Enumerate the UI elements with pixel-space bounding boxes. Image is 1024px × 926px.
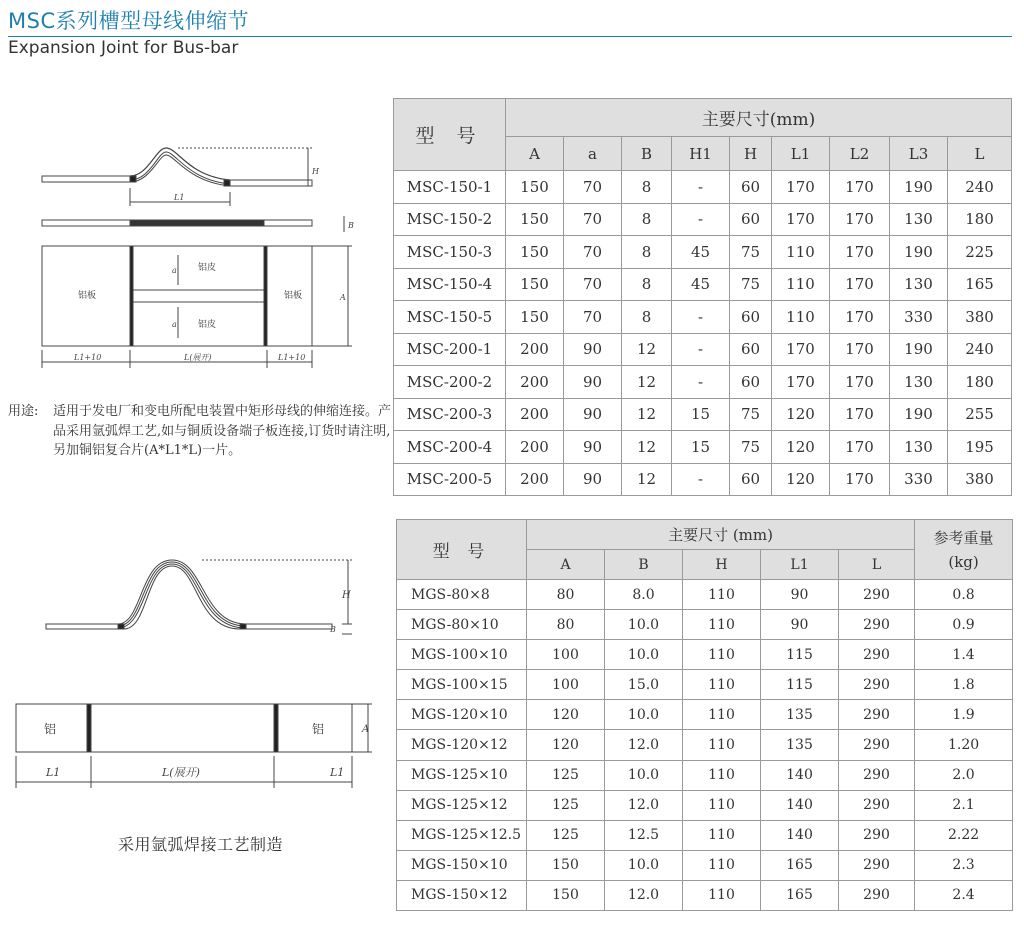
model-cell: MSC-150-1 xyxy=(394,171,506,204)
value-cell: 70 xyxy=(564,236,622,269)
table-row xyxy=(397,670,1013,700)
page-title: MSC系列槽型母线伸缩节 xyxy=(8,9,250,33)
value-cell: 170 xyxy=(830,301,890,334)
dim-bottom-left: L1+10 xyxy=(74,353,102,362)
column-header: H xyxy=(730,137,772,171)
value-cell: 60 xyxy=(730,203,772,236)
msc-spec-table xyxy=(393,98,1012,496)
value-cell: 150 xyxy=(506,301,564,334)
value-cell: 170 xyxy=(830,171,890,204)
value-cell: 8.0 xyxy=(605,580,683,610)
dim-a-label-top: a xyxy=(172,266,177,275)
column-header: H xyxy=(683,550,761,580)
value-cell: 70 xyxy=(564,268,622,301)
value-cell: 290 xyxy=(839,670,915,700)
value-cell: 2.4 xyxy=(915,880,1013,910)
value-cell: 75 xyxy=(730,268,772,301)
value-cell: 290 xyxy=(839,790,915,820)
value-cell: 10.0 xyxy=(605,640,683,670)
value-cell: 200 xyxy=(506,333,564,366)
value-cell: 12.0 xyxy=(605,730,683,760)
table-row xyxy=(397,730,1013,760)
value-cell: 120 xyxy=(772,463,830,496)
value-cell: 115 xyxy=(761,670,839,700)
value-cell: 120 xyxy=(772,398,830,431)
dim2-a-label: A xyxy=(362,724,370,735)
model-cell: MGS-150×12 xyxy=(397,880,527,910)
value-cell: 240 xyxy=(948,171,1012,204)
value-cell: 10.0 xyxy=(605,610,683,640)
model-cell: MGS-125×10 xyxy=(397,760,527,790)
value-cell: 170 xyxy=(830,268,890,301)
value-cell: 1.8 xyxy=(915,670,1013,700)
mgs-caption: 采用氩弧焊接工艺制造 xyxy=(118,835,284,854)
value-cell: 60 xyxy=(730,366,772,399)
value-cell: 70 xyxy=(564,203,622,236)
value-cell: 45 xyxy=(672,236,730,269)
dim-a-label-bottom: a xyxy=(172,320,177,329)
dim-bottom-right: L1+10 xyxy=(278,353,306,362)
value-cell: 10.0 xyxy=(605,850,683,880)
value-cell: 330 xyxy=(890,463,948,496)
value-cell: 190 xyxy=(890,171,948,204)
model-cell: MSC-200-5 xyxy=(394,463,506,496)
model-cell: MGS-150×10 xyxy=(397,850,527,880)
dim-h-label: H xyxy=(312,167,319,176)
column-header: L1 xyxy=(761,550,839,580)
mgs-spec-table xyxy=(396,519,1013,911)
value-cell: 60 xyxy=(730,463,772,496)
value-cell: 2.22 xyxy=(915,820,1013,850)
value-cell: 110 xyxy=(772,268,830,301)
value-cell: 75 xyxy=(730,398,772,431)
model-cell: MGS-100×15 xyxy=(397,670,527,700)
value-cell: - xyxy=(672,301,730,334)
value-cell: 130 xyxy=(890,431,948,464)
value-cell: 8 xyxy=(622,171,672,204)
value-cell: 12.0 xyxy=(605,790,683,820)
dim2-h-label: H xyxy=(342,590,351,601)
value-cell: 12 xyxy=(622,463,672,496)
weight-header-line1: 参考重量 xyxy=(933,528,994,547)
value-cell: 170 xyxy=(830,366,890,399)
dim2-l1-right: L1 xyxy=(330,766,345,779)
table-row xyxy=(397,790,1013,820)
title-divider xyxy=(8,36,1012,37)
value-cell: 115 xyxy=(761,640,839,670)
value-cell: 190 xyxy=(890,333,948,366)
usage-label: 用途: xyxy=(8,404,39,419)
model-cell: MSC-200-2 xyxy=(394,366,506,399)
value-cell: 170 xyxy=(830,398,890,431)
value-cell: - xyxy=(672,171,730,204)
value-cell: - xyxy=(672,366,730,399)
value-cell: 190 xyxy=(890,398,948,431)
value-cell: 170 xyxy=(772,203,830,236)
value-cell: 90 xyxy=(564,366,622,399)
table-row xyxy=(394,398,1012,431)
value-cell: 2.0 xyxy=(915,760,1013,790)
column-header: L3 xyxy=(890,137,948,171)
value-cell: 110 xyxy=(683,820,761,850)
value-cell: 110 xyxy=(683,670,761,700)
value-cell: 165 xyxy=(761,850,839,880)
model-cell: MSC-150-2 xyxy=(394,203,506,236)
plate-label-right: 铝板 xyxy=(284,291,303,301)
model-cell: MGS-120×12 xyxy=(397,730,527,760)
table-row xyxy=(397,700,1013,730)
value-cell: 130 xyxy=(890,366,948,399)
value-cell: 110 xyxy=(683,790,761,820)
column-header: B xyxy=(605,550,683,580)
value-cell: 15.0 xyxy=(605,670,683,700)
value-cell: 170 xyxy=(830,203,890,236)
value-cell: 150 xyxy=(527,850,605,880)
column-header: H1 xyxy=(672,137,730,171)
dimensions-header: 主要尺寸(mm) xyxy=(506,99,1012,137)
value-cell: 1.20 xyxy=(915,730,1013,760)
value-cell: 125 xyxy=(527,790,605,820)
value-cell: 165 xyxy=(761,880,839,910)
model-cell: MGS-125×12.5 xyxy=(397,820,527,850)
aluminum-label-right: 铝 xyxy=(312,722,325,736)
value-cell: 170 xyxy=(830,333,890,366)
value-cell: 0.9 xyxy=(915,610,1013,640)
value-cell: 110 xyxy=(683,580,761,610)
value-cell: 125 xyxy=(527,820,605,850)
value-cell: 290 xyxy=(839,700,915,730)
value-cell: 2.1 xyxy=(915,790,1013,820)
value-cell: 110 xyxy=(683,730,761,760)
value-cell: - xyxy=(672,203,730,236)
model-cell: MSC-150-3 xyxy=(394,236,506,269)
value-cell: 165 xyxy=(948,268,1012,301)
value-cell: 12.0 xyxy=(605,880,683,910)
table-row xyxy=(394,301,1012,334)
model-cell: MSC-200-4 xyxy=(394,431,506,464)
value-cell: 380 xyxy=(948,463,1012,496)
table-row xyxy=(394,203,1012,236)
table-row xyxy=(397,820,1013,850)
value-cell: 150 xyxy=(506,268,564,301)
value-cell: 170 xyxy=(772,366,830,399)
table-row xyxy=(397,610,1013,640)
dim2-l-label: L(展开) xyxy=(162,766,200,779)
column-header: B xyxy=(622,137,672,171)
value-cell: 15 xyxy=(672,431,730,464)
value-cell: 60 xyxy=(730,171,772,204)
value-cell: 0.8 xyxy=(915,580,1013,610)
dimensions-header-2: 主要尺寸 (mm) xyxy=(527,520,915,550)
dim-bottom-mid: L(展开) xyxy=(184,353,212,362)
value-cell: 12 xyxy=(622,398,672,431)
column-header: A xyxy=(506,137,564,171)
column-header: L1 xyxy=(772,137,830,171)
value-cell: 120 xyxy=(772,431,830,464)
value-cell: 12 xyxy=(622,366,672,399)
column-header: L2 xyxy=(830,137,890,171)
value-cell: 110 xyxy=(772,301,830,334)
value-cell: 255 xyxy=(948,398,1012,431)
plate-label: 铝板 xyxy=(78,291,97,301)
value-cell: 290 xyxy=(839,610,915,640)
value-cell: 290 xyxy=(839,580,915,610)
value-cell: 140 xyxy=(761,790,839,820)
value-cell: 135 xyxy=(761,730,839,760)
table-row xyxy=(394,171,1012,204)
mgs-technical-drawing xyxy=(12,552,372,797)
value-cell: 110 xyxy=(683,880,761,910)
value-cell: 330 xyxy=(890,301,948,334)
value-cell: 290 xyxy=(839,730,915,760)
value-cell: 130 xyxy=(890,203,948,236)
model-cell: MGS-120×10 xyxy=(397,700,527,730)
value-cell: 90 xyxy=(761,610,839,640)
value-cell: 170 xyxy=(772,171,830,204)
value-cell: 200 xyxy=(506,431,564,464)
skin-label-bottom: 铝皮 xyxy=(198,320,217,330)
value-cell: 200 xyxy=(506,398,564,431)
value-cell: 70 xyxy=(564,301,622,334)
model-cell: MSC-150-5 xyxy=(394,301,506,334)
value-cell: 130 xyxy=(890,268,948,301)
value-cell: 110 xyxy=(772,236,830,269)
value-cell: 195 xyxy=(948,431,1012,464)
value-cell: 8 xyxy=(622,268,672,301)
model-cell: MSC-200-1 xyxy=(394,333,506,366)
skin-label-top: 铝皮 xyxy=(198,263,217,273)
value-cell: 170 xyxy=(830,431,890,464)
value-cell: 90 xyxy=(564,463,622,496)
table-row xyxy=(394,463,1012,496)
value-cell: 90 xyxy=(761,580,839,610)
table-row xyxy=(397,850,1013,880)
value-cell: 150 xyxy=(506,203,564,236)
table-row xyxy=(397,760,1013,790)
value-cell: 10.0 xyxy=(605,700,683,730)
value-cell: 200 xyxy=(506,463,564,496)
value-cell: 8 xyxy=(622,203,672,236)
value-cell: 12.5 xyxy=(605,820,683,850)
dim2-l1-left: L1 xyxy=(46,766,61,779)
value-cell: 240 xyxy=(948,333,1012,366)
value-cell: 80 xyxy=(527,580,605,610)
model-cell: MGS-100×10 xyxy=(397,640,527,670)
value-cell: 110 xyxy=(683,640,761,670)
value-cell: - xyxy=(672,333,730,366)
table-row xyxy=(397,580,1013,610)
value-cell: 2.3 xyxy=(915,850,1013,880)
value-cell: 170 xyxy=(830,236,890,269)
aluminum-label-left: 铝 xyxy=(44,722,57,736)
value-cell: 80 xyxy=(527,610,605,640)
weight-header xyxy=(915,520,1013,580)
weight-header-line2: (kg) xyxy=(948,552,979,571)
model-cell: MGS-125×12 xyxy=(397,790,527,820)
value-cell: 110 xyxy=(683,610,761,640)
value-cell: 290 xyxy=(839,640,915,670)
value-cell: 1.4 xyxy=(915,640,1013,670)
table-row xyxy=(394,236,1012,269)
model-cell: MSC-200-3 xyxy=(394,398,506,431)
value-cell: 70 xyxy=(564,171,622,204)
table-row xyxy=(394,366,1012,399)
msc-technical-drawing xyxy=(38,140,368,375)
value-cell: 75 xyxy=(730,431,772,464)
value-cell: 100 xyxy=(527,670,605,700)
value-cell: 225 xyxy=(948,236,1012,269)
value-cell: 380 xyxy=(948,301,1012,334)
value-cell: 90 xyxy=(564,398,622,431)
value-cell: 290 xyxy=(839,820,915,850)
value-cell: 150 xyxy=(527,880,605,910)
value-cell: 190 xyxy=(890,236,948,269)
table-row xyxy=(394,431,1012,464)
value-cell: 10.0 xyxy=(605,760,683,790)
model-cell: MGS-80×10 xyxy=(397,610,527,640)
model-cell: MSC-150-4 xyxy=(394,268,506,301)
value-cell: 110 xyxy=(683,700,761,730)
value-cell: - xyxy=(672,463,730,496)
value-cell: 140 xyxy=(761,820,839,850)
dim-A-label: A xyxy=(340,293,346,302)
page-subtitle: Expansion Joint for Bus-bar xyxy=(8,38,239,58)
value-cell: 110 xyxy=(683,850,761,880)
value-cell: 120 xyxy=(527,700,605,730)
value-cell: 60 xyxy=(730,301,772,334)
column-header: a xyxy=(564,137,622,171)
value-cell: 180 xyxy=(948,366,1012,399)
value-cell: 100 xyxy=(527,640,605,670)
value-cell: 140 xyxy=(761,760,839,790)
usage-text: 适用于发电厂和变电所配电装置中矩形母线的伸缩连接。产品采用氩弧焊工艺,如与铜质设备端子板连接,订货时请注明,另加铜铝复合片(A*L1*L)一片。 xyxy=(53,404,392,458)
value-cell: 125 xyxy=(527,760,605,790)
value-cell: 75 xyxy=(730,236,772,269)
value-cell: 135 xyxy=(761,700,839,730)
value-cell: 170 xyxy=(830,463,890,496)
value-cell: 290 xyxy=(839,760,915,790)
value-cell: 12 xyxy=(622,333,672,366)
table-row xyxy=(397,640,1013,670)
model-header: 型 号 xyxy=(394,99,506,171)
table-row xyxy=(397,880,1013,910)
table-row xyxy=(394,268,1012,301)
column-header: L xyxy=(839,550,915,580)
value-cell: 45 xyxy=(672,268,730,301)
model-header-2: 型 号 xyxy=(397,520,527,580)
table-row xyxy=(394,333,1012,366)
column-header: A xyxy=(527,550,605,580)
value-cell: 120 xyxy=(527,730,605,760)
value-cell: 1.9 xyxy=(915,700,1013,730)
value-cell: 8 xyxy=(622,236,672,269)
value-cell: 90 xyxy=(564,431,622,464)
value-cell: 90 xyxy=(564,333,622,366)
value-cell: 8 xyxy=(622,301,672,334)
value-cell: 170 xyxy=(772,333,830,366)
value-cell: 150 xyxy=(506,171,564,204)
model-cell: MGS-80×8 xyxy=(397,580,527,610)
dim2-b-label: B xyxy=(330,625,336,634)
value-cell: 110 xyxy=(683,760,761,790)
value-cell: 290 xyxy=(839,880,915,910)
dim-l1-label: L1 xyxy=(174,193,185,202)
value-cell: 12 xyxy=(622,431,672,464)
value-cell: 200 xyxy=(506,366,564,399)
value-cell: 180 xyxy=(948,203,1012,236)
value-cell: 150 xyxy=(506,236,564,269)
value-cell: 15 xyxy=(672,398,730,431)
dim-b-label: B xyxy=(348,221,354,230)
column-header: L xyxy=(948,137,1012,171)
value-cell: 60 xyxy=(730,333,772,366)
value-cell: 290 xyxy=(839,850,915,880)
